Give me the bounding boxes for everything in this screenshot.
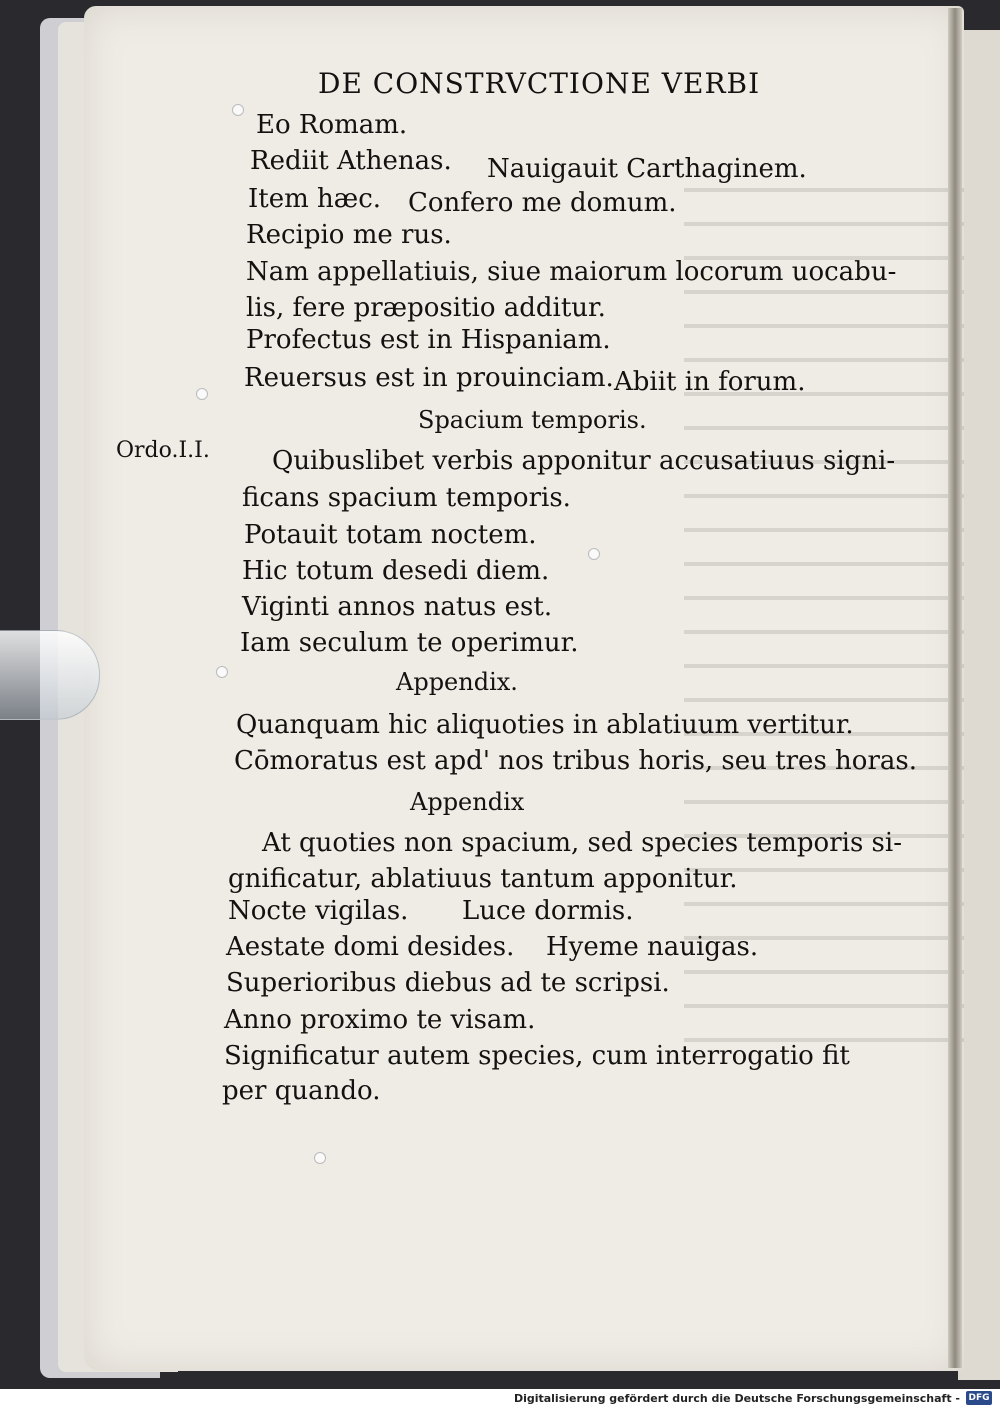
book-gutter <box>948 8 962 1368</box>
dfg-logo: DFG <box>966 1391 992 1405</box>
paper-hole <box>196 388 208 400</box>
text-line: Significatur autem species, cum interrogatio fit <box>224 1041 850 1071</box>
paper-hole <box>314 1152 326 1164</box>
text-line: Cōmoratus est apd' nos tribus horis, seu tres horas. <box>234 746 917 776</box>
text-line: lis, fere præpositio additur. <box>246 293 606 323</box>
facing-page-edge <box>958 30 1000 1380</box>
funding-credit: Digitalisierung gefördert durch die Deutsche Forschungsgemeinschaft - <box>513 1392 960 1405</box>
text-line: Luce dormis. <box>462 896 634 926</box>
text-line: Hyeme nauigas. <box>546 932 759 962</box>
text-line: Profectus est in Hispaniam. <box>246 325 611 355</box>
glass-clip <box>0 630 100 720</box>
text-line: Reuersus est in prouinciam. <box>244 363 614 393</box>
text-line: Aestate domi desides. <box>226 932 515 962</box>
text-line: Potauit totam noctem. <box>244 520 537 550</box>
text-line: Rediit Athenas. <box>250 146 452 176</box>
text-line: Viginti annos natus est. <box>242 592 553 622</box>
section-heading: Spacium temporis. <box>418 406 647 434</box>
text-line: Nocte vigilas. <box>228 896 409 926</box>
text-line: Quanquam hic aliquoties in ablatiuum vertitur. <box>236 710 854 740</box>
footer-bar <box>0 1389 1000 1409</box>
text-line: Superioribus diebus ad te scripsi. <box>226 968 670 998</box>
text-line: Recipio me rus. <box>246 220 452 250</box>
text-line: ficans spacium temporis. <box>242 483 571 513</box>
paper-hole <box>216 666 228 678</box>
section-heading: Appendix <box>410 788 525 816</box>
text-line: Nauigauit Carthaginem. <box>487 154 807 184</box>
show-through-text <box>684 166 964 1066</box>
margin-note: Ordo.I.I. <box>116 438 210 463</box>
text-line: Quibuslibet verbis apponitur accusatiuus signi- <box>272 446 896 476</box>
text-line: Iam seculum te operimur. <box>240 628 579 658</box>
text-line: Confero me domum. <box>408 188 677 218</box>
page-heading: DE CONSTRVCTIONE VERBI <box>318 67 761 100</box>
paper-hole <box>232 104 244 116</box>
text-line: Eo Romam. <box>256 110 408 140</box>
text-line: Nam appellatiuis, siue maiorum locorum uocabu- <box>246 257 897 287</box>
text-line: Abiit in forum. <box>614 367 806 397</box>
text-line: Anno proximo te visam. <box>224 1005 536 1035</box>
paper-hole <box>588 548 600 560</box>
text-line: gnificatur, ablatiuus tantum apponitur. <box>228 864 738 894</box>
text-line: Item hæc. <box>248 184 382 214</box>
text-line: per quando. <box>222 1076 381 1106</box>
text-line: At quoties non spacium, sed species temporis si- <box>262 828 902 858</box>
text-line: Hic totum desedi diem. <box>242 556 550 586</box>
section-heading: Appendix. <box>396 668 518 696</box>
